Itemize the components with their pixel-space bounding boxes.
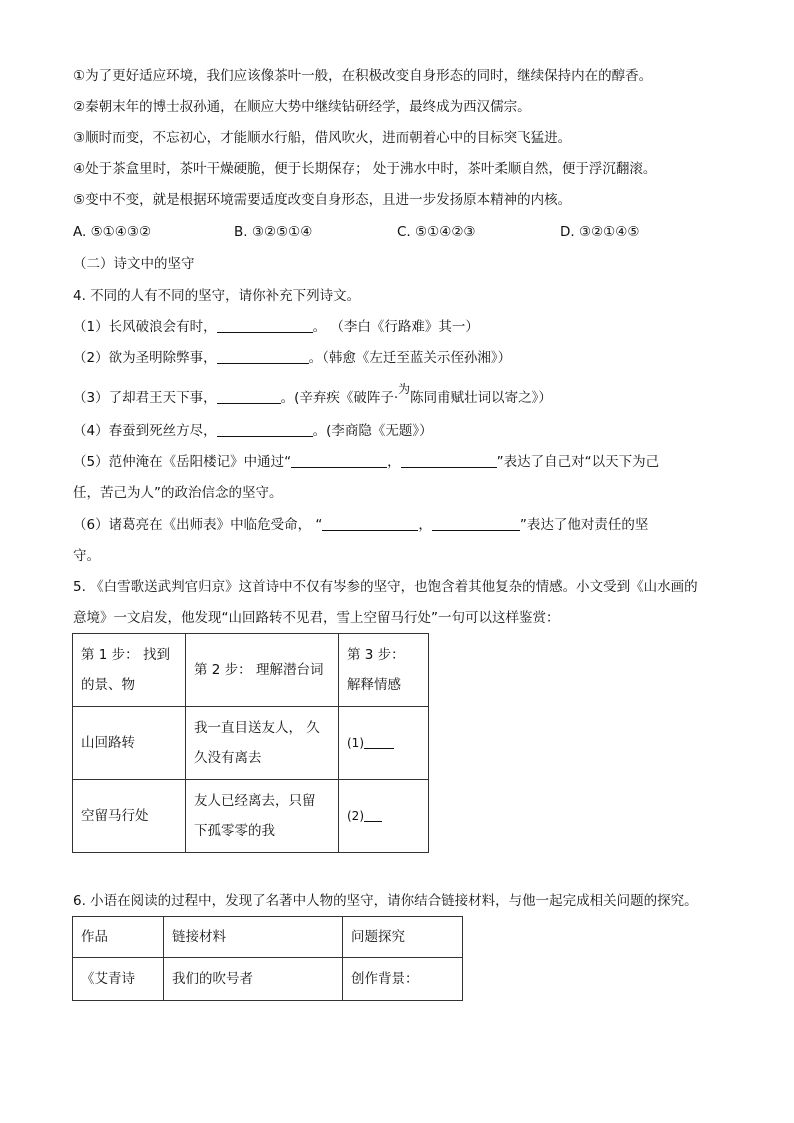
table-cell — [339, 780, 429, 853]
table-header-cell: 第 2 步： 理解潜台词 — [186, 634, 339, 707]
table-cell: 空留马行处 — [73, 780, 186, 853]
q4-item-5 — [73, 453, 659, 471]
q4-item-4-source: 。(李商隐《无题》） — [312, 423, 433, 439]
q4-item-6 — [73, 516, 648, 534]
answer-blank[interactable] — [217, 349, 309, 364]
answer-blank[interactable] — [217, 318, 313, 333]
q4-item-6-text: （6）诸葛亮在《出师表》中临危受命， “ — [73, 517, 323, 533]
q4-item-3-source-end: 陈同甫赋壮词以寄之》） — [410, 390, 552, 406]
q4-item-1 — [73, 318, 479, 336]
cell-text: 我一直目送友人， 久 — [194, 720, 320, 736]
q4-item-5-cont: 任，苦己为人”的政治信念的坚守。 — [73, 485, 283, 501]
table-cell: 创作背景： — [343, 958, 463, 1001]
q4-item-5-text: （5）范仲淹在《岳阳楼记》中通过“ — [73, 454, 292, 470]
statement-4: ④处于茶盒里时，茶叶干燥硬脆，便于长期保存； 处于沸水中时，茶叶柔顺自然，便于浮沉翻滚。 — [73, 161, 657, 177]
table-header-cell — [73, 634, 186, 707]
cell-text: 友人已经离去，只留 — [194, 793, 316, 809]
question-5-stem-cont: 意境》一文启发，他发现“山回路转不见君，雪上空留马行处”一句可以这样鉴赏： — [73, 610, 560, 626]
table-cell — [186, 780, 339, 853]
question-6-stem: 6. 小语在阅读的过程中，发现了名著中人物的坚守，请你结合链接材料，与他一起完成相关问题的探究。 — [73, 893, 698, 909]
q4-item-4-text: （4）春蚕到死丝方尽， — [73, 423, 217, 439]
question-4-stem: 4. 不同的人有不同的坚守，请你补充下列诗文。 — [73, 288, 361, 304]
appreciation-table — [72, 633, 429, 853]
cell-text: 下孤零零的我 — [194, 823, 275, 839]
header-text: 第 3 步： — [347, 647, 405, 663]
cell-text: (2) — [347, 809, 364, 823]
table-cell: 我们的吹号者 — [164, 958, 343, 1001]
q4-item-3 — [73, 382, 552, 407]
q4-item-3-source: 。(辛弃疾《破阵子· — [280, 390, 399, 406]
inquiry-table — [72, 916, 463, 1001]
option-a: A. ⑤①④③② — [73, 224, 152, 240]
table-row — [73, 780, 429, 853]
option-d: D. ③②①④⑤ — [560, 224, 640, 240]
answer-blank[interactable] — [217, 422, 313, 437]
answer-blank[interactable] — [364, 734, 394, 749]
option-b: B. ③②⑤①④ — [234, 224, 313, 240]
cell-text: (1) — [347, 736, 364, 750]
q4-item-6-tail: ”表达了他对责任的坚 — [519, 517, 649, 533]
cell-text: 久没有离去 — [194, 750, 262, 766]
statement-3: ③顺时而变，不忘初心，才能顺水行船，借风吹火，进而朝着心中的目标突飞猛进。 — [73, 130, 572, 146]
q4-item-1-source: 。 （李白《行路难》其一） — [312, 319, 479, 335]
comma: ， — [387, 454, 401, 470]
answer-blank[interactable] — [322, 516, 418, 531]
comma: ， — [418, 517, 432, 533]
statement-2: ②秦朝末年的博士叔孙通，在顺应大势中继续钻研经学，最终成为西汉儒宗。 — [73, 99, 531, 115]
table-cell: 山回路转 — [73, 707, 186, 780]
table-header-cell — [339, 634, 429, 707]
statement-1: ①为了更好适应环境，我们应该像茶叶一般，在积极改变自身形态的同时，继续保持内在的醇香。 — [73, 68, 653, 84]
q4-item-4 — [73, 422, 433, 440]
table-header-cell: 问题探究 — [343, 917, 463, 958]
option-c: C. ⑤①④②③ — [397, 224, 476, 240]
q4-item-6-cont: 守。 — [73, 548, 100, 564]
q4-item-1-text: （1）长风破浪会有时， — [73, 319, 217, 335]
table-row — [73, 958, 463, 1001]
table-header-cell: 链接材料 — [164, 917, 343, 958]
q4-item-3-sup: 为 — [398, 382, 411, 396]
answer-blank[interactable] — [364, 807, 382, 822]
answer-blank[interactable] — [432, 516, 520, 531]
q4-item-5-tail: ”表达了自己对“以天下为己 — [496, 454, 660, 470]
table-row — [73, 707, 429, 780]
q4-item-2-text: （2）欲为圣明除弊事， — [73, 350, 217, 366]
statement-5: ⑤变中不变，就是根据环境需要适度改变自身形态，且进一步发扬原本精神的内核。 — [73, 192, 572, 208]
section-heading: （二）诗文中的坚守 — [73, 256, 195, 272]
answer-blank[interactable] — [291, 453, 387, 468]
table-header-cell: 作品 — [73, 917, 164, 958]
question-5-stem: 5. 《白雪歌送武判官归京》这首诗中不仅有岑参的坚守，也饱含着其他复杂的情感。小文受到《山水画的 — [73, 579, 698, 595]
header-text: 第 1 步： 找到 — [81, 647, 170, 663]
q4-item-3-text: （3）了却君王天下事， — [73, 390, 217, 406]
header-text: 解释情感 — [347, 677, 401, 693]
table-cell — [186, 707, 339, 780]
table-cell — [339, 707, 429, 780]
table-cell: 《艾青诗 — [73, 958, 164, 1001]
answer-blank[interactable] — [217, 389, 281, 404]
q4-item-2 — [73, 349, 511, 367]
answer-blank[interactable] — [401, 453, 497, 468]
header-text: 的景、物 — [81, 677, 135, 693]
q4-item-2-source: 。（韩愈《左迁至蓝关示侄孙湘》） — [308, 350, 512, 366]
